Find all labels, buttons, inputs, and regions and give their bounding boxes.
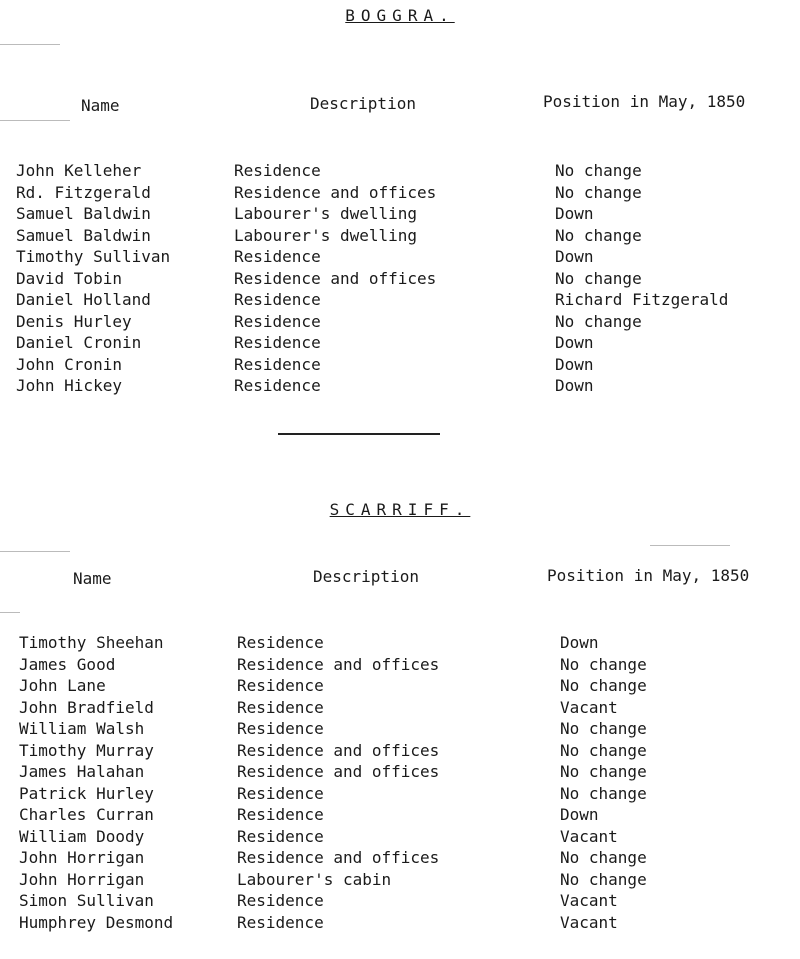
cell-position: No change <box>555 225 642 245</box>
table-row <box>0 783 800 805</box>
cell-description: Residence <box>234 161 321 180</box>
cell-description: Labourer's dwelling <box>234 204 418 223</box>
cell-name: David Tobin <box>16 268 122 288</box>
cell-position: Down <box>560 633 599 652</box>
cell-position: No change <box>560 676 647 695</box>
cell-position: No change <box>555 311 642 331</box>
table-row <box>0 311 800 333</box>
boggra-table <box>0 160 800 397</box>
table-row <box>0 289 800 311</box>
table-row <box>0 182 800 204</box>
cell-name: John Cronin <box>16 354 122 374</box>
cell-description: Residence <box>237 676 324 695</box>
cell-name: Samuel Baldwin <box>16 204 151 223</box>
cell-position: Vacant <box>560 912 618 932</box>
table-row <box>0 740 800 762</box>
cell-description: Residence <box>237 826 324 846</box>
column-header-position: Position in May, 1850 <box>543 92 746 111</box>
cell-description: Residence <box>234 333 321 352</box>
table-row <box>0 761 800 783</box>
scan-mark <box>0 551 70 552</box>
cell-description: Residence <box>234 290 321 309</box>
table-row <box>0 268 800 290</box>
cell-position: No change <box>555 268 642 288</box>
cell-name: William Walsh <box>19 719 145 738</box>
scarriff-table <box>0 632 800 933</box>
cell-position: No change <box>555 161 642 180</box>
scan-mark <box>0 120 70 121</box>
cell-position: Down <box>555 354 594 374</box>
cell-description: Labourer's cabin <box>237 869 392 889</box>
cell-position: Down <box>555 333 594 352</box>
table-row <box>0 654 800 676</box>
table-row <box>0 246 800 268</box>
table-row <box>0 375 800 397</box>
cell-position: No change <box>555 182 642 202</box>
column-header-description: Description <box>310 94 416 113</box>
cell-description: Residence and offices <box>237 848 440 867</box>
cell-position: Vacant <box>560 697 618 717</box>
cell-description: Residence <box>237 891 324 910</box>
cell-position: Down <box>555 376 594 395</box>
cell-name: William Doody <box>19 826 145 846</box>
cell-position: No change <box>560 654 647 674</box>
cell-name: Samuel Baldwin <box>16 225 151 245</box>
section-separator <box>278 433 440 435</box>
cell-name: John Hickey <box>16 376 122 395</box>
cell-description: Residence <box>234 311 321 331</box>
scan-mark <box>0 44 60 45</box>
column-header-name: Name <box>73 569 112 588</box>
cell-position: Down <box>560 805 599 824</box>
cell-name: Daniel Holland <box>16 290 151 309</box>
table-row <box>0 804 800 826</box>
cell-name: Rd. Fitzgerald <box>16 182 151 202</box>
cell-description: Residence and offices <box>234 182 437 202</box>
cell-description: Labourer's dwelling <box>234 225 418 245</box>
cell-name: Timothy Murray <box>19 740 154 760</box>
table-row <box>0 697 800 719</box>
cell-position: No change <box>560 740 647 760</box>
cell-name: James Halahan <box>19 762 145 781</box>
cell-description: Residence <box>234 247 321 266</box>
section-title-scarriff: SCARRIFF. <box>329 500 471 519</box>
cell-name: Denis Hurley <box>16 311 132 331</box>
cell-position: No change <box>560 869 647 889</box>
cell-name: Timothy Sullivan <box>16 247 171 266</box>
cell-name: John Kelleher <box>16 161 142 180</box>
column-header-description: Description <box>313 567 419 586</box>
table-row <box>0 354 800 376</box>
cell-name: John Bradfield <box>19 697 154 717</box>
cell-description: Residence <box>234 376 321 395</box>
table-row <box>0 632 800 654</box>
table-row <box>0 225 800 247</box>
cell-position: Down <box>555 247 594 266</box>
cell-description: Residence and offices <box>237 740 440 760</box>
table-row <box>0 675 800 697</box>
cell-position: No change <box>560 848 647 867</box>
cell-name: Simon Sullivan <box>19 891 154 910</box>
cell-description: Residence <box>237 719 324 738</box>
cell-description: Residence <box>237 697 324 717</box>
cell-description: Residence <box>234 354 321 374</box>
cell-position: Vacant <box>560 891 618 910</box>
cell-name: James Good <box>19 654 116 674</box>
cell-description: Residence <box>237 805 324 824</box>
cell-name: Timothy Sheehan <box>19 633 164 652</box>
cell-name: Patrick Hurley <box>19 783 154 803</box>
cell-name: John Lane <box>19 676 106 695</box>
cell-description: Residence and offices <box>237 762 440 781</box>
scan-mark <box>650 545 730 546</box>
cell-description: Residence <box>237 912 324 932</box>
table-row <box>0 912 800 934</box>
table-row <box>0 826 800 848</box>
table-row <box>0 160 800 182</box>
table-row <box>0 718 800 740</box>
column-header-position: Position in May, 1850 <box>547 566 750 585</box>
scan-mark <box>0 612 20 613</box>
cell-name: Humphrey Desmond <box>19 912 174 932</box>
cell-description: Residence and offices <box>234 268 437 288</box>
section-title-boggra: BOGGRA. <box>345 6 455 25</box>
table-row <box>0 890 800 912</box>
cell-name: Daniel Cronin <box>16 333 142 352</box>
table-row <box>0 869 800 891</box>
table-row <box>0 332 800 354</box>
cell-position: Richard Fitzgerald <box>555 290 729 309</box>
cell-position: Vacant <box>560 826 618 846</box>
cell-description: Residence <box>237 633 324 652</box>
cell-position: No change <box>560 783 647 803</box>
table-row <box>0 203 800 225</box>
table-row <box>0 847 800 869</box>
cell-name: John Horrigan <box>19 869 145 889</box>
cell-position: Down <box>555 204 594 223</box>
column-header-name: Name <box>81 96 120 115</box>
cell-name: Charles Curran <box>19 805 154 824</box>
cell-position: No change <box>560 762 647 781</box>
cell-position: No change <box>560 719 647 738</box>
cell-description: Residence <box>237 783 324 803</box>
cell-description: Residence and offices <box>237 654 440 674</box>
cell-name: John Horrigan <box>19 848 145 867</box>
